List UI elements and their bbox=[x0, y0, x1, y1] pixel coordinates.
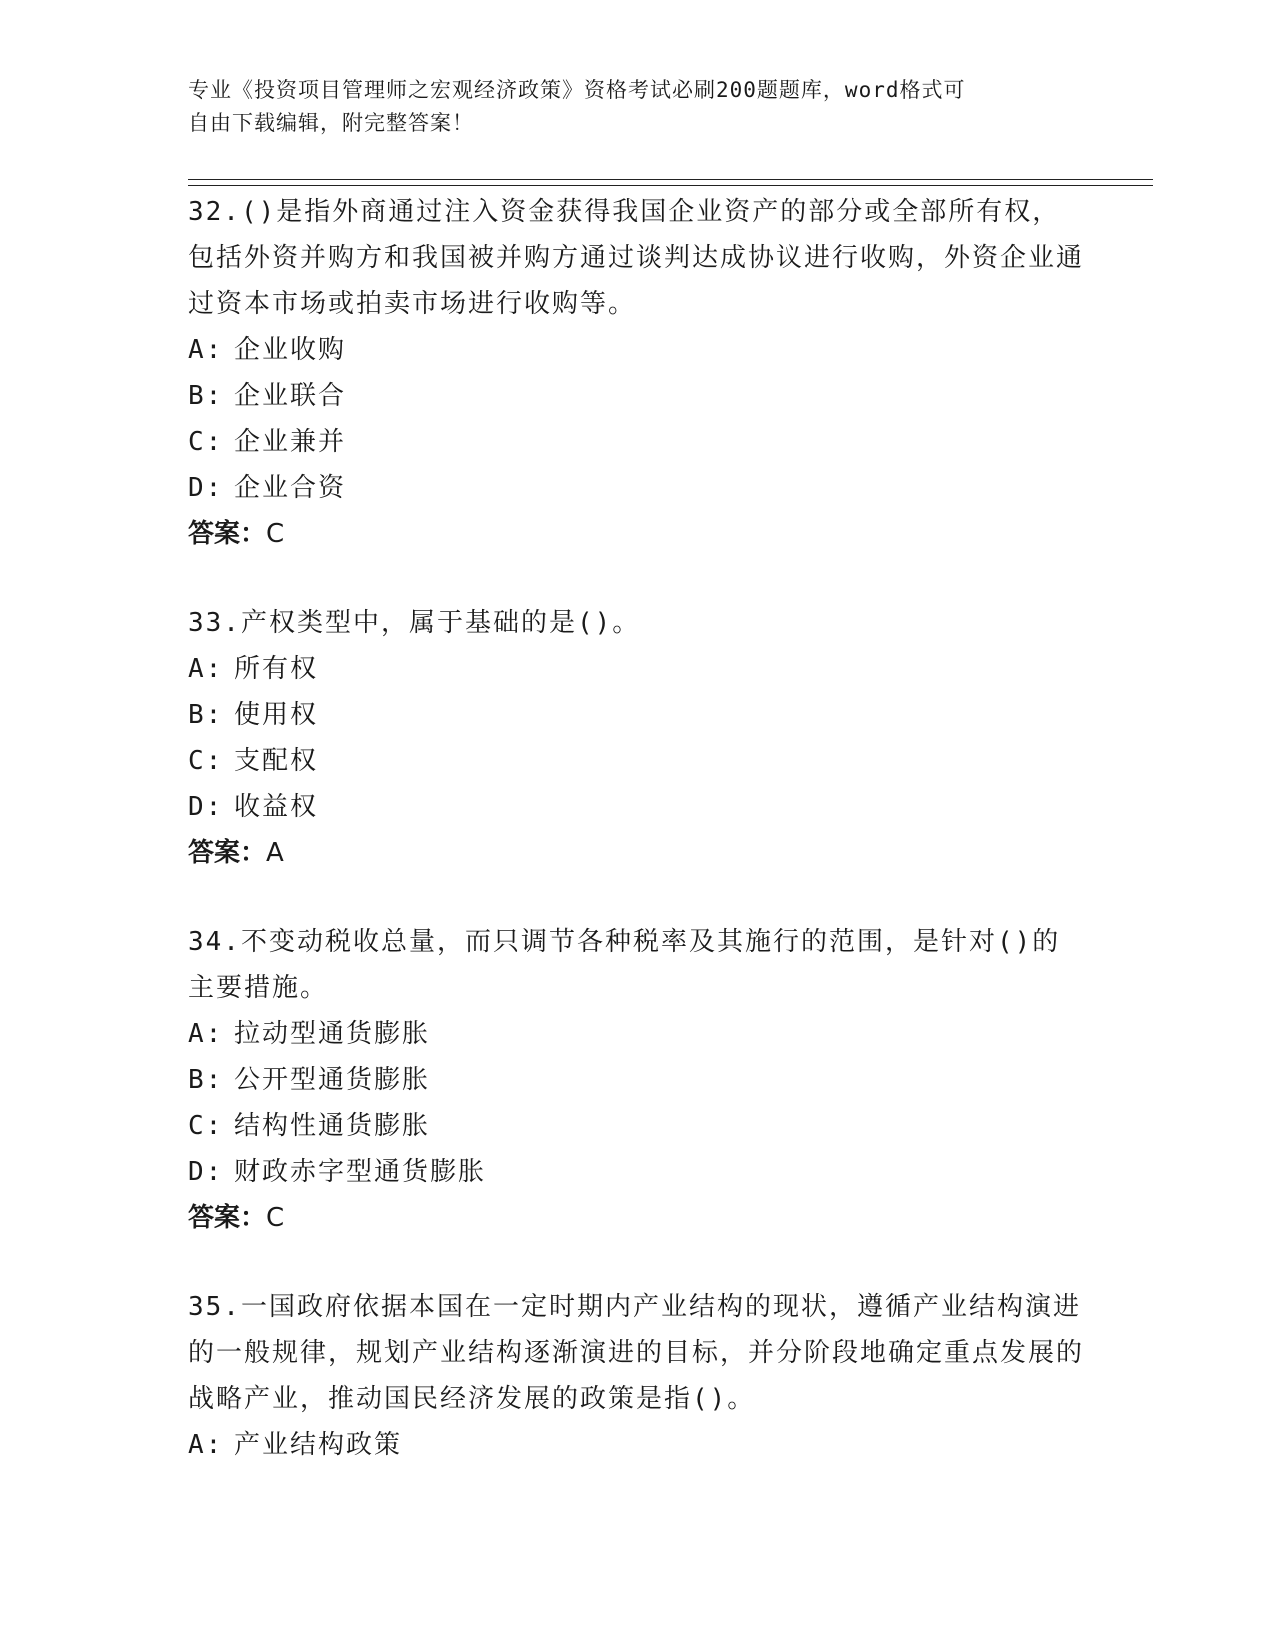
answer-value: A bbox=[266, 838, 284, 868]
answer-line bbox=[188, 1195, 1088, 1241]
document-header bbox=[188, 74, 1068, 140]
option-c bbox=[188, 1103, 1088, 1149]
answer-value: C bbox=[266, 519, 285, 549]
answer-line bbox=[188, 830, 1088, 876]
option-a bbox=[188, 1011, 1088, 1057]
question-34 bbox=[188, 919, 1088, 1241]
option-d bbox=[188, 465, 1088, 511]
question-stem: 34.不变动税收总量，而只调节各种税率及其施行的范围，是针对()的主要措施。 bbox=[188, 927, 1061, 1003]
option-text: 支配权 bbox=[234, 746, 319, 776]
option-text: 所有权 bbox=[234, 654, 319, 684]
option-c bbox=[188, 738, 1088, 784]
header-divider-bottom bbox=[188, 185, 1153, 186]
option-text: 使用权 bbox=[234, 700, 319, 730]
answer-value: C bbox=[266, 1203, 285, 1233]
option-text: 结构性通货膨胀 bbox=[234, 1111, 431, 1141]
answer-label: 答案： bbox=[188, 519, 267, 549]
option-b bbox=[188, 373, 1088, 419]
option-b bbox=[188, 1057, 1088, 1103]
option-letter: B: bbox=[188, 1065, 224, 1095]
option-text: 企业联合 bbox=[234, 381, 347, 411]
option-a bbox=[188, 327, 1088, 373]
option-letter: D: bbox=[188, 792, 224, 822]
option-text: 收益权 bbox=[234, 792, 319, 822]
header-line-2: 自由下载编辑，附完整答案！ bbox=[188, 111, 474, 135]
option-letter: A: bbox=[188, 335, 224, 365]
option-a bbox=[188, 646, 1088, 692]
option-letter: A: bbox=[188, 1019, 224, 1049]
option-letter: C: bbox=[188, 746, 224, 776]
option-text: 企业合资 bbox=[234, 473, 347, 503]
option-letter: B: bbox=[188, 700, 224, 730]
question-stem: 32.()是指外商通过注入资金获得我国企业资产的部分或全部所有权，包括外资并购方和我国被并购方通过谈判达成协议进行收购，外资企业通过资本市场或拍卖市场进行收购等。 bbox=[188, 197, 1085, 319]
option-text: 企业收购 bbox=[234, 335, 347, 365]
option-letter: D: bbox=[188, 1157, 224, 1187]
option-text: 拉动型通货膨胀 bbox=[234, 1019, 431, 1049]
option-letter: B: bbox=[188, 381, 224, 411]
option-letter: A: bbox=[188, 1430, 224, 1460]
header-line-1: 专业《投资项目管理师之宏观经济政策》资格考试必刷200题题库，word格式可 bbox=[188, 78, 966, 102]
option-letter: C: bbox=[188, 1111, 224, 1141]
option-text: 企业兼并 bbox=[234, 427, 347, 457]
header-divider-top bbox=[188, 179, 1153, 180]
answer-line bbox=[188, 511, 1088, 557]
option-b bbox=[188, 692, 1088, 738]
option-text: 公开型通货膨胀 bbox=[234, 1065, 431, 1095]
question-stem: 33.产权类型中，属于基础的是()。 bbox=[188, 608, 641, 638]
option-letter: C: bbox=[188, 427, 224, 457]
question-32 bbox=[188, 189, 1088, 557]
question-35 bbox=[188, 1284, 1088, 1468]
option-d bbox=[188, 784, 1088, 830]
question-33 bbox=[188, 600, 1088, 876]
option-text: 财政赤字型通货膨胀 bbox=[234, 1157, 487, 1187]
option-d bbox=[188, 1149, 1088, 1195]
option-letter: A: bbox=[188, 654, 224, 684]
option-c bbox=[188, 419, 1088, 465]
answer-label: 答案： bbox=[188, 1203, 267, 1233]
option-text: 产业结构政策 bbox=[234, 1430, 403, 1460]
question-stem: 35.一国政府依据本国在一定时期内产业结构的现状，遵循产业结构演进的一般规律，规划产业结构逐渐演进的目标，并分阶段地确定重点发展的战略产业，推动国民经济发展的政策是指()。 bbox=[188, 1292, 1085, 1414]
answer-label: 答案： bbox=[188, 838, 267, 868]
option-letter: D: bbox=[188, 473, 224, 503]
option-a bbox=[188, 1422, 1088, 1468]
